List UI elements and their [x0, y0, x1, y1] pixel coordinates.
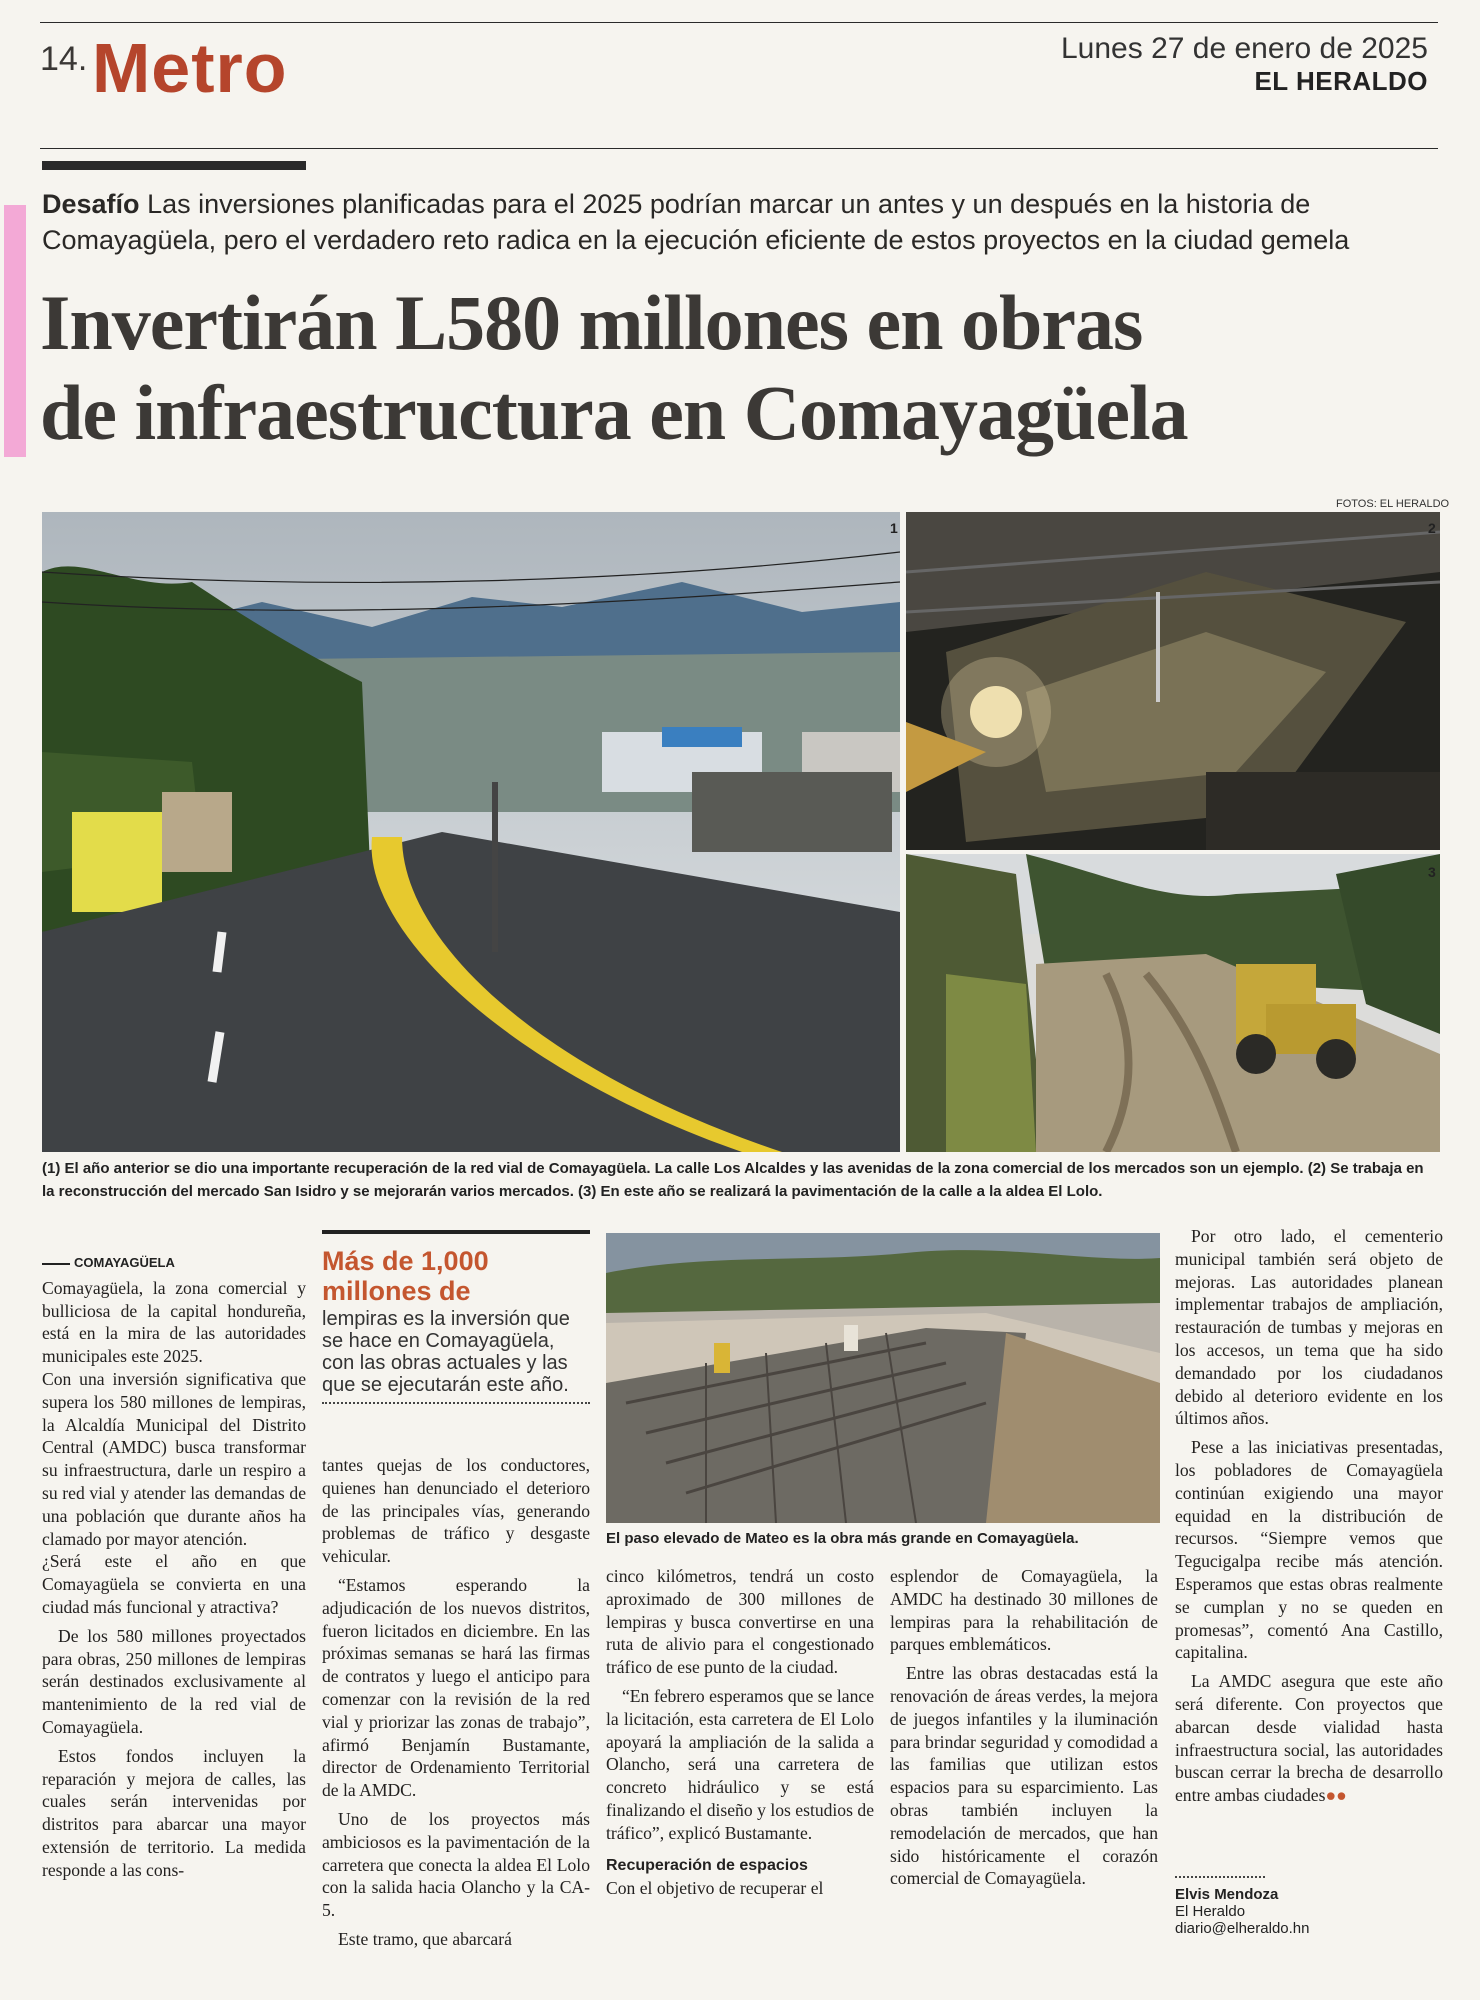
photo-market-construction [906, 512, 1440, 850]
dateline-text: COMAYAGÜELA [74, 1255, 175, 1270]
photo-number-1: 1 [890, 520, 898, 536]
highlighter-mark [4, 205, 26, 457]
paragraph: “En febrero esperamos que se lance la licitación, esta carretera de El Lolo apoyará la ampliación de la salida a Olancho, será una carretera de concreto hidráulico y se está finalizando el diseño y los estudios de tráfico”, explicó Bustamante. [606, 1685, 874, 1843]
photo-caption: (1) El año anterior se dio una importante recuperación de la red vial de Comayagüela. La calle Los Alcaldes y las avenidas de la zona comercial de los mercados son un ejemplo. (2) Se trabaja en la reconstrucción del mercado San Isidro y se mejorarán varios mercados. (3) En este año se realizará la pavimentación de la calle a la aldea El Lolo. [42, 1160, 1424, 1200]
pull-quote [322, 1230, 590, 1404]
paragraph: Uno de los proyectos más ambiciosos es la pavimentación de la carretera que conecta la aldea El Lolo con la salida hacia Olancho y la CA-5. [322, 1808, 590, 1921]
deck [42, 186, 1432, 258]
paragraph: Comayagüela, la zona comercial y bulliciosa de la capital hondureña, está en la mira de las autoridades municipales este 2025. [42, 1277, 306, 1367]
header-top-rule [40, 22, 1438, 23]
byline-block [1175, 1876, 1443, 1937]
article-column-3 [606, 1565, 874, 1900]
paragraph: Con el objetivo de recuperar el [606, 1878, 824, 1899]
headline [40, 278, 1460, 458]
issue-date: Lunes 27 de enero de 2025 [1061, 32, 1428, 65]
article-column-2 [322, 1454, 590, 1951]
paragraph: Pese a las iniciativas presentadas, los pobladores de Comayagüela continúan exigiendo una mayor equidad en la distribución de recursos. “Siempre vemos que Tegucigalpa recibe más atención. Esperamos que estas obras realmente se cumplan y no se queden en promesas”, comentó Ana Castillo, capitalina. [1175, 1437, 1443, 1663]
paragraph: Entre las obras destacadas está la renovación de áreas verdes, la mejora de juegos infantiles y la iluminación para brindar seguridad y comodidad a las familias que utilizan estos espacios para su esparcimiento. Las obras también incluyen la remodelación de mercados, que han sido históricamente el corazón comercial de Comayagüela. [890, 1663, 1158, 1889]
header-bottom-rule [40, 148, 1438, 149]
pull-quote-text: lempiras es la inversión que se hace en Comayagüela, con las obras actuales y las que se ejecutarán este año. [322, 1308, 570, 1396]
deck-text: Las inversiones planificadas para el 2025 podrían marcar un antes y un después en la historia de Comayagüela, pero el verdadero reto radica en la ejecución eficiente de estos proyectos en la ciudad gemela [42, 189, 1350, 255]
paragraph: Con una inversión significativa que supera los 580 millones de lempiras, la Alcaldía Municipal del Distrito Central (AMDC) busca transformar su infraestructura, darle un respiro a su red vial y atender las demandas de una población que durante años ha clamado por mayor atención. [42, 1368, 306, 1549]
paragraph: Este tramo, que abarcará [338, 1928, 512, 1949]
paragraph: Por otro lado, el cementerio municipal también será objeto de mejoras. Las autoridades planean implementar trabajos de ampliación, restauración de tumbas y mejoras en los accesos, un tema que ha sido demandado por los ciudadanos debido al deterioro evidente en los últimos años. [1175, 1226, 1443, 1429]
deck-label: Desafío [42, 189, 140, 219]
headline-line-2: de infraestructura en Comayagüela [40, 369, 1188, 456]
dateline [42, 1252, 306, 1275]
paragraph: Estos fondos incluyen la reparación y mejora de calles, las cuales serán intervenidas por distritos para abarcar una mayor extensión de territorio. La medida responde a las cons- [42, 1745, 306, 1880]
overpass-photo-caption: El paso elevado de Mateo es la obra más grande en Comayagüela. [606, 1530, 1079, 1547]
paragraph: tantes quejas de los conductores, quienes han denunciado el deterioro de las principales vías, generando problemas de tráfico y desgaste vehicular. [322, 1455, 590, 1567]
end-mark-icon: ●● [1325, 1785, 1347, 1806]
paragraph [1175, 1670, 1443, 1807]
closing-paragraph-text: La AMDC asegura que este año será diferente. Con proyectos que abarcan desde vialidad hasta infraestructura social, las autoridades buscan cerrar la brecha de desarrollo entre ambas ciudades [1175, 1671, 1443, 1806]
byline-author: Elvis Mendoza [1175, 1886, 1279, 1903]
photo-number-2: 2 [1428, 520, 1436, 536]
photo-dirt-road-grader [906, 854, 1440, 1152]
article-column-1 [42, 1252, 306, 1882]
photo-credit: FOTOS: EL HERALDO [1336, 498, 1450, 510]
paragraph: cinco kilómetros, tendrá un costo aproximado de 300 millones de lempiras y busca convertirse en una ruta de alivio para el congestionado tráfico de ese punto de la ciudad. [606, 1566, 874, 1678]
headline-line-1: Invertirán L580 millones en obras [40, 279, 1143, 366]
newspaper-name: EL HERALDO [1254, 66, 1428, 96]
subheading: Recuperación de espacios [606, 1856, 808, 1874]
header-thick-rule [42, 161, 306, 170]
paragraph: De los 580 millones proyectados para obras, 250 millones de lempiras serán destinados exclusivamente al mantenimiento de la red vial de Comayagüela. [42, 1625, 306, 1737]
paragraph: “Estamos esperando la adjudicación de los nuevos distritos, fueron licitados en diciembre. En las próximas semanas se hará las firmas de contratos y luego el anticipo para comenzar con la revisión de la red vial y priorizar las zonas de trabajo”, afirmó Benjamín Bustamante, director de Ordenamiento Territorial de la AMDC. [322, 1574, 590, 1801]
byline-email: diario@elheraldo.hn [1175, 1920, 1310, 1937]
photo-road [42, 512, 900, 1152]
paragraph: ¿Será este el año en que Comayagüela se convierta en una ciudad más funcional y atractiva? [42, 1551, 306, 1617]
article-column-5 [1175, 1225, 1443, 1807]
photo-number-3: 3 [1428, 864, 1436, 880]
paragraph: esplendor de Comayagüela, la AMDC ha destinado 30 millones de lempiras para la rehabilitación de parques emblemáticos. [890, 1566, 1158, 1655]
byline-publication: El Heraldo [1175, 1903, 1246, 1920]
section-title: Metro [92, 29, 288, 107]
article-column-4 [890, 1565, 1158, 1890]
photo-overpass-construction [606, 1233, 1160, 1523]
pull-quote-figure: Más de 1,000 millones de [322, 1246, 489, 1306]
page-number: 14. [40, 40, 88, 78]
